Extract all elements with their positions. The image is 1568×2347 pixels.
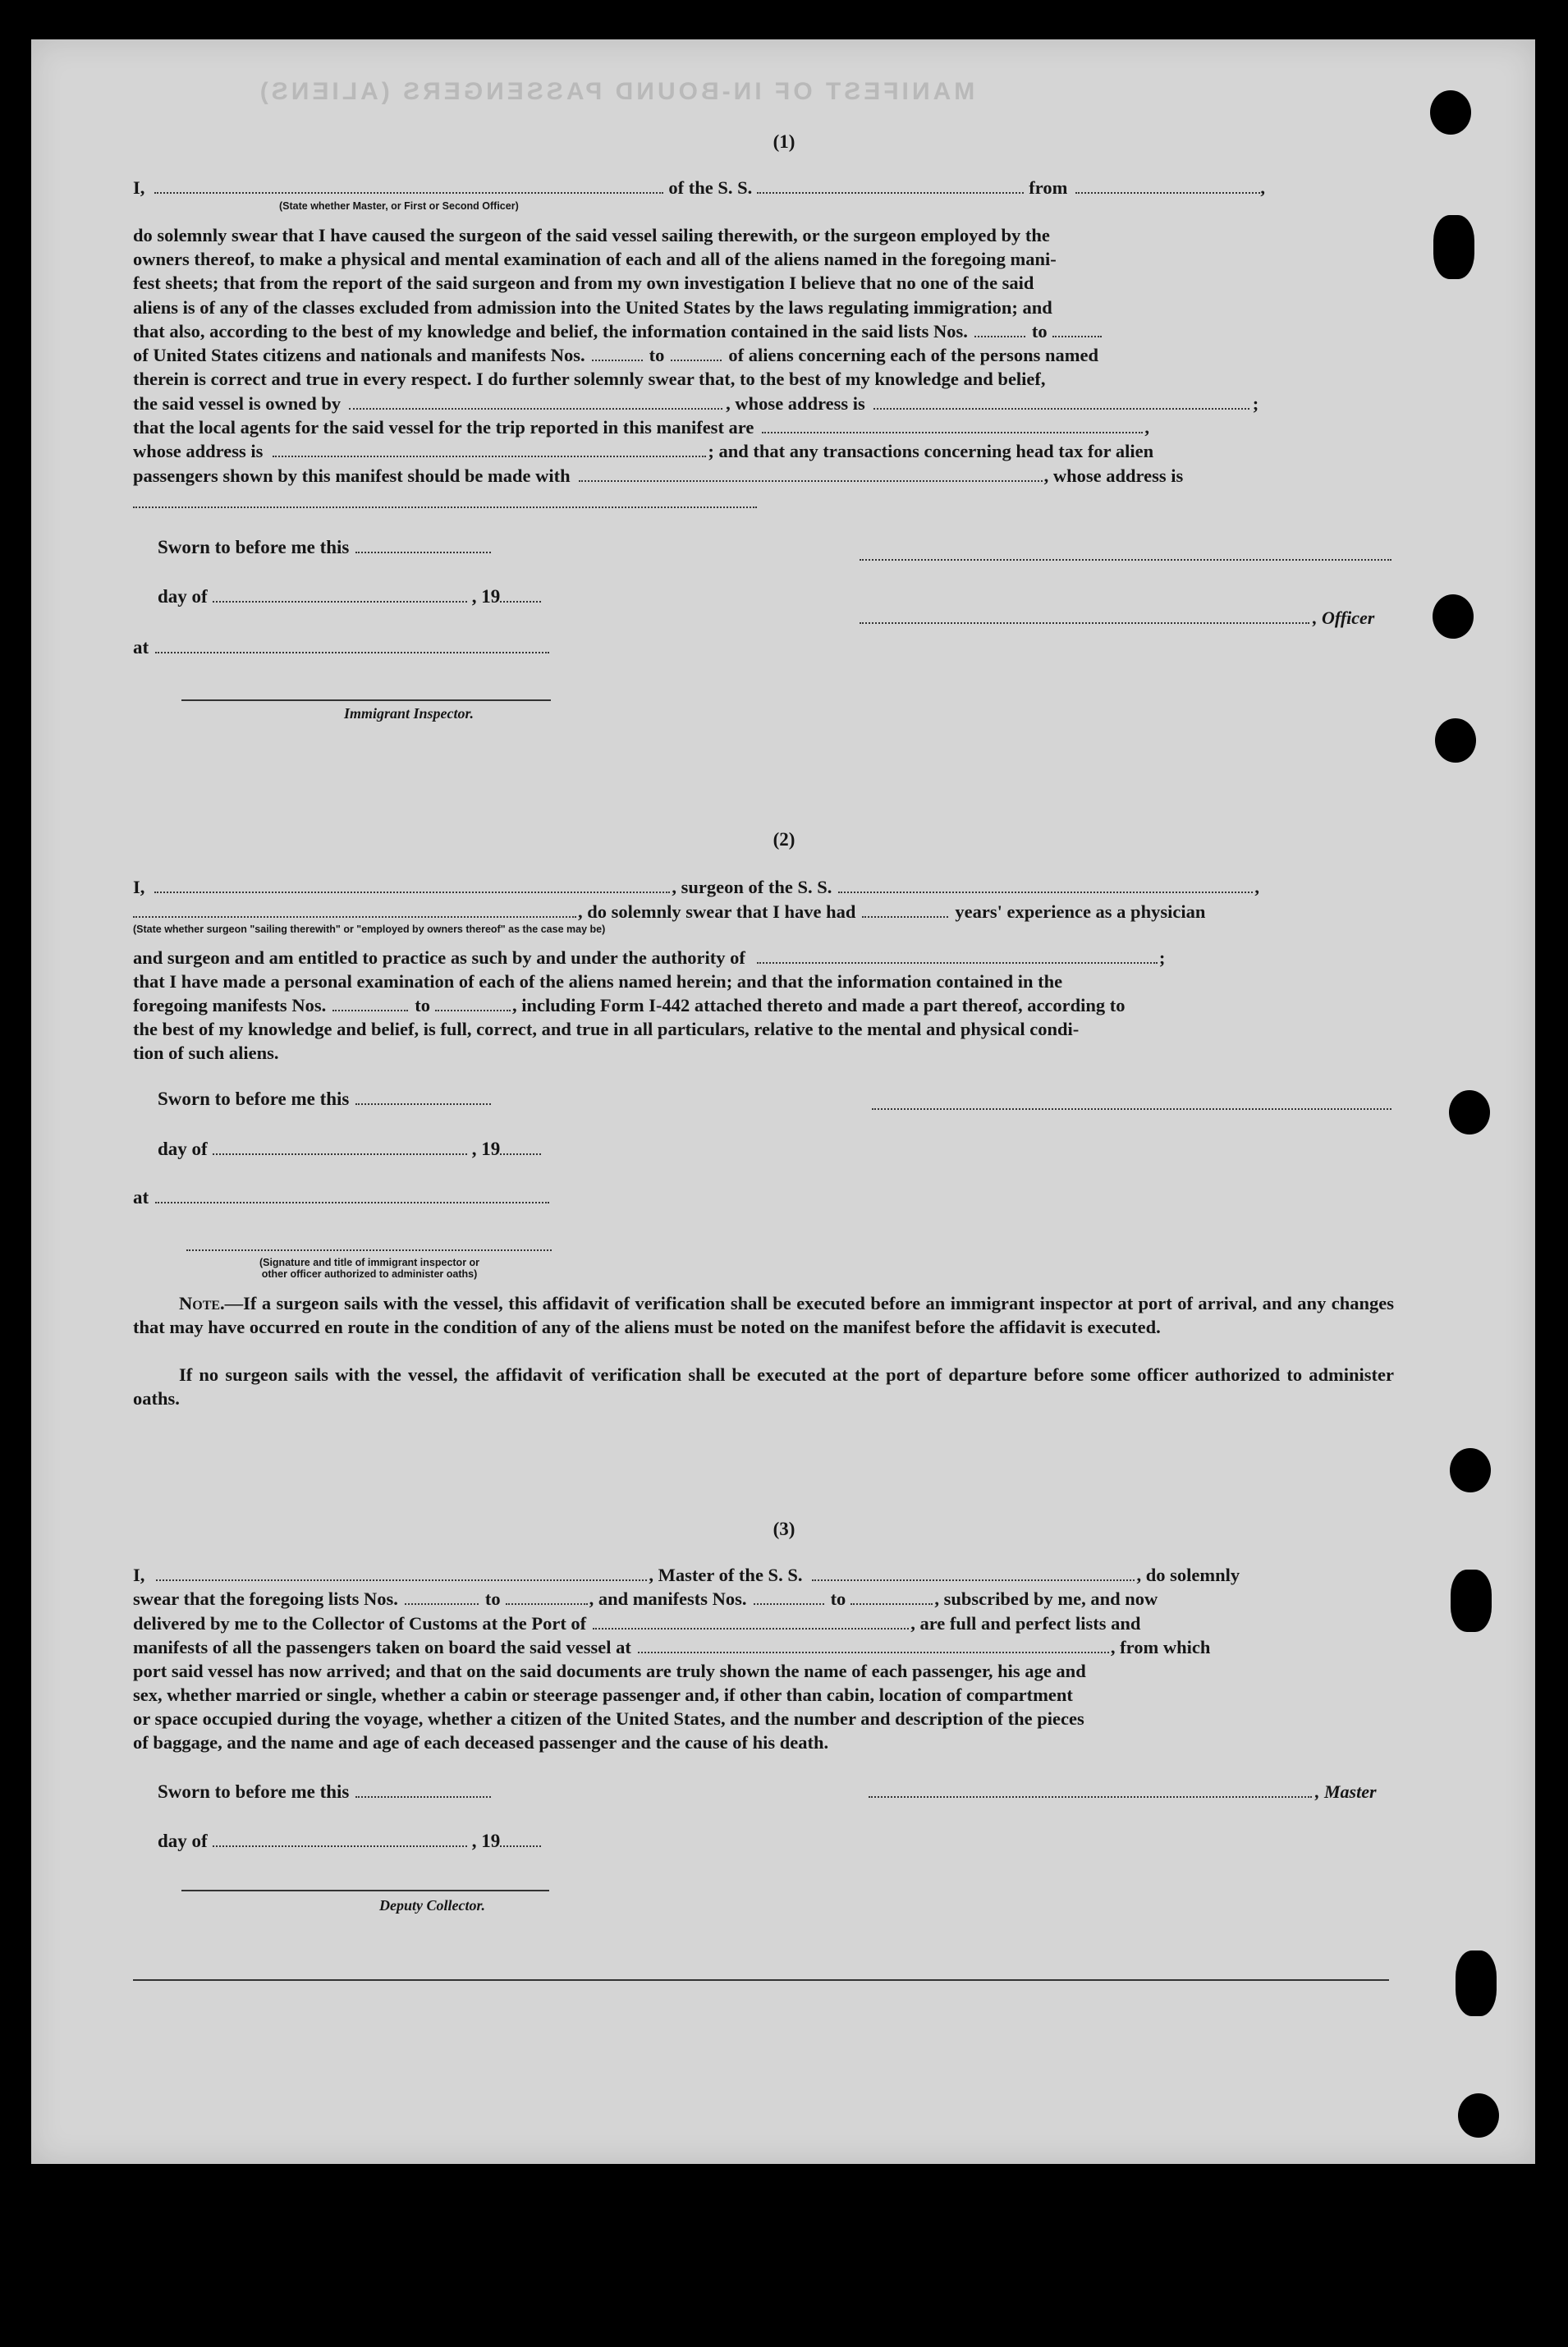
s2-year-field[interactable]	[500, 1139, 541, 1155]
bleed-through-text: MANIFEST OF IN-BOUND PASSENGERS (ALIENS)	[256, 78, 975, 105]
s2-day: day of , 19	[158, 1139, 541, 1160]
headtax-field[interactable]	[579, 465, 1043, 482]
s3-line-7: or space occupied during the voyage, whether a citizen of the United States, and the number and description of the pieces	[133, 1708, 1084, 1729]
s1-line-6: aliens is of any of the classes excluded from admission into the United States by the laws regulating immigration; and	[133, 297, 1052, 318]
s1-at: at	[133, 637, 549, 658]
s2-manifests-from-field[interactable]	[332, 995, 408, 1011]
s2-line-2: , do solemnly swear that I have had years' experience as a physician	[133, 900, 1394, 924]
s2-note: Note.—If a surgeon sails with the vessel, this affidavit of verification shall be executed before an immigrant inspector at port of arrival, and any changes that may have occurred en route in the condition of any of the aliens must be noted on the manifest before the affidavit is executed.	[133, 1293, 1394, 1337]
s1-line-4: owners thereof, to make a physical and mental examination of each and all of the aliens named in the foregoing mani-	[133, 249, 1057, 269]
s3-line-6: sex, whether married or single, whether a cabin or steerage passenger and, if other than cabin, location of compartment	[133, 1685, 1073, 1705]
s2-inspector-line[interactable]	[186, 1249, 552, 1251]
punch-hole	[1435, 718, 1476, 763]
s1-sworn: Sworn to before me this	[158, 537, 491, 558]
s1-line-5: fest sheets; that from the report of the said surgeon and from my own investigation I believe that no one of the said	[133, 273, 1034, 293]
s3-year-field[interactable]	[500, 1831, 541, 1847]
s2-at: at	[133, 1187, 549, 1208]
s2-at-field[interactable]	[155, 1187, 549, 1203]
s2-line-6: the best of my knowledge and belief, is full, correct, and true in all particulars, relative to the mental and physical condi-	[133, 1019, 1080, 1039]
s1-day: day of , 19	[158, 586, 541, 607]
manifests-to-field[interactable]	[671, 345, 722, 361]
s3-manifests-to-field[interactable]	[850, 1588, 933, 1605]
s3-master: , Master	[869, 1781, 1377, 1803]
s1-line-8: of United States citizens and nationals and manifests Nos. to of aliens concerning each of the persons named	[133, 345, 1099, 365]
s1-year-field[interactable]	[500, 586, 541, 603]
punch-hole	[1450, 1448, 1491, 1492]
s3-line-8: of baggage, and the name and age of each deceased passenger and the cause of his death.	[133, 1732, 829, 1753]
s1-sworn-day-field[interactable]	[355, 537, 491, 553]
embark-port-field[interactable]	[638, 1637, 1109, 1653]
s3-collector-caption: Deputy Collector.	[379, 1897, 485, 1914]
owner-field[interactable]	[349, 393, 722, 410]
bottom-rule	[133, 1979, 1389, 1981]
s2-line-3: and surgeon and am entitled to practice as such by and under the authority of ;	[133, 947, 1166, 968]
s1-line-9: therein is correct and true in every respect. I do further solemnly swear that, to the best of my knowledge and belief,	[133, 369, 1046, 389]
s1-officer-note: (State whether Master, or First or Second Officer)	[279, 200, 519, 212]
s3-sworn: Sworn to before me this	[158, 1781, 491, 1803]
s3-line-4: manifests of all the passengers taken on board the said vessel at , from which	[133, 1637, 1211, 1657]
from-field[interactable]	[1075, 177, 1260, 194]
s1-officer-signature-line[interactable]	[860, 559, 1391, 561]
s2-status-note: (State whether surgeon "sailing therewith" or "employed by owners thereof" as the case may be)	[133, 924, 606, 935]
s1-at-field[interactable]	[155, 637, 549, 653]
punch-hole	[1433, 215, 1474, 279]
s2-sworn: Sworn to before me this	[158, 1089, 491, 1110]
s1-officer: , Officer	[860, 607, 1374, 629]
master-ship-field[interactable]	[812, 1565, 1135, 1581]
punch-hole	[1451, 1570, 1492, 1632]
s1-line-13: passengers shown by this manifest should be made with , whose address is	[133, 465, 1184, 486]
s1-line-1: I, of the S. S. from ,	[133, 177, 1265, 198]
s1-officer-field[interactable]	[860, 607, 1309, 624]
s2-note-2: If no surgeon sails with the vessel, the affidavit of verification shall be executed at the port of departure before some officer authorized to administer oaths.	[133, 1364, 1394, 1409]
s3-master-field[interactable]	[869, 1781, 1312, 1798]
name-field[interactable]	[154, 177, 663, 194]
manifests-from-field[interactable]	[592, 345, 643, 361]
headtax-address-line[interactable]	[133, 507, 757, 508]
s1-inspector-line[interactable]	[181, 699, 551, 701]
s1-month-field[interactable]	[213, 586, 467, 603]
s3-month-field[interactable]	[213, 1831, 467, 1847]
agents-address-field[interactable]	[273, 441, 706, 457]
surgeon-name-field[interactable]	[154, 877, 670, 893]
master-name-field[interactable]	[156, 1565, 647, 1581]
s1-line-12: whose address is ; and that any transactions concerning head tax for alien	[133, 441, 1154, 461]
s3-collector-line[interactable]	[181, 1890, 549, 1891]
s3-line-2: swear that the foregoing lists Nos. to , and manifests Nos. to , subscribed by me, and now	[133, 1588, 1158, 1609]
s2-line-7: tion of such aliens.	[133, 1043, 279, 1063]
s3-sworn-day-field[interactable]	[355, 1781, 491, 1798]
s2-inspector-caption: (Signature and title of immigrant inspector or other officer authorized to administer oaths)	[259, 1257, 480, 1280]
agents-field[interactable]	[762, 417, 1143, 433]
s1-line-11: that the local agents for the said vessel for the trip reported in this manifest are ,	[133, 417, 1150, 438]
s3-line-1: I, , Master of the S. S. , do solemnly	[133, 1565, 1240, 1585]
s3-manifests-from-field[interactable]	[754, 1588, 824, 1605]
surgeon-status-field[interactable]	[133, 901, 576, 918]
s3-line-5: port said vessel has now arrived; and that on the said documents are truly shown the name of each passenger, his age and	[133, 1661, 1086, 1681]
section-3-number: (3)	[773, 1519, 795, 1539]
ship-field[interactable]	[757, 177, 1024, 194]
punch-hole	[1430, 90, 1471, 135]
s2-sworn-day-field[interactable]	[355, 1089, 491, 1105]
surgeon-ship-field[interactable]	[838, 877, 1253, 893]
lists-to-field[interactable]	[1052, 321, 1102, 337]
punch-hole	[1433, 594, 1474, 639]
s2-line-5: foregoing manifests Nos. to , including Form I-442 attached thereto and made a part thereof, according to	[133, 995, 1126, 1015]
authority-field[interactable]	[757, 947, 1158, 964]
s1-line-10: the said vessel is owned by , whose address is ;	[133, 393, 1259, 414]
s2-month-field[interactable]	[213, 1139, 467, 1155]
section-2-number: (2)	[773, 829, 795, 850]
s1-inspector-caption: Immigrant Inspector.	[344, 705, 475, 722]
s1-line-7: that also, according to the best of my knowledge and belief, the information contained in the said lists Nos. to	[133, 319, 1394, 344]
years-experience-field[interactable]	[862, 901, 948, 918]
punch-hole	[1458, 2093, 1499, 2138]
s3-day: day of , 19	[158, 1831, 541, 1852]
owner-address-field[interactable]	[873, 393, 1249, 410]
s3-lists-to-field[interactable]	[506, 1588, 588, 1605]
port-field[interactable]	[593, 1613, 909, 1630]
punch-hole	[1449, 1090, 1490, 1135]
s2-line-4: that I have made a personal examination of each of the aliens named herein; and that the information contained in the	[133, 971, 1063, 992]
s2-line-1: I, , surgeon of the S. S. ,	[133, 877, 1260, 897]
s1-line-3: do solemnly swear that I have caused the surgeon of the said vessel sailing therewith, or the surgeon employed by the	[133, 225, 1050, 245]
s3-line-3: delivered by me to the Collector of Customs at the Port of , are full and perfect lists and	[133, 1613, 1141, 1634]
s2-surgeon-signature-line[interactable]	[872, 1108, 1391, 1110]
lists-from-field[interactable]	[974, 321, 1025, 337]
punch-hole	[1456, 1950, 1497, 2016]
section-1-number: (1)	[773, 131, 795, 152]
s3-lists-from-field[interactable]	[405, 1588, 479, 1605]
s2-manifests-to-field[interactable]	[435, 995, 511, 1011]
